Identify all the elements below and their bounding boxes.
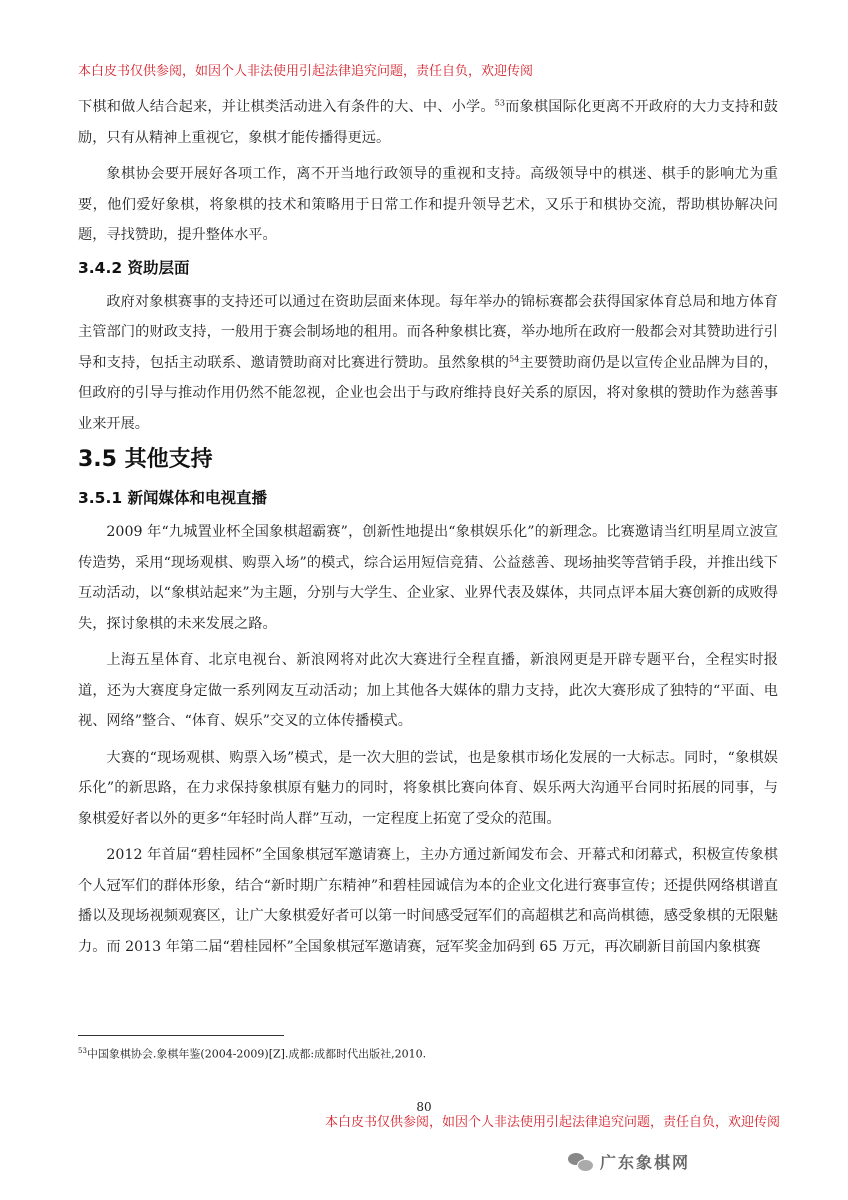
footer-disclaimer: 本白皮书仅供参阅，如因个人非法使用引起法律追究问题，责任自负，欢迎传阅: [324, 1115, 780, 1130]
paragraph-3-part-b: 主要赞助商仍是以宣传企业品牌为目的，但政府的引导与推动作用仍然不能忽视，企业也会出于与政府维持良好关系的原因，将对象棋的赞助作为慈善事业来开展。: [78, 354, 778, 432]
wechat-icon: [568, 1151, 594, 1173]
paragraph-3-part-a: 政府对象棋赛事的支持还可以通过在资助层面来体现。每年举办的锦标赛都会获得国家体育总局和地方体育主管部门的财政支持，一般用于赛会制场地的租用。而各种象棋比赛，举办地所在政府一般都会对其赞助进行引导和支持，包括主动联系、邀请赞助商对比赛进行赞助。虽然象棋的: [78, 293, 778, 371]
footnote-text: 中国象棋协会.象棋年鉴(2004-2009)[Z].成都:成都时代出版社,2010.: [86, 1047, 427, 1061]
footnote-ref-53: 53: [494, 98, 505, 108]
paragraph-6: 大赛的“现场观棋、购票入场”模式，是一次大胆的尝试，也是象棋市场化发展的一大标志。同时，“象棋娱乐化”的新思路，在力求保持象棋原有魅力的同时，将象棋比赛向体育、娱乐两大沟通平台同时拓展的同事，与象棋爱好者以外的更多“年轻时尚人群”互动，一定程度上拓宽了受众的范围。: [78, 749, 778, 827]
page-number: 80: [416, 1100, 432, 1114]
body-text: [78, 92, 778, 968]
footnote-53: [78, 1044, 426, 1062]
footnote-number: 53: [78, 1047, 87, 1055]
paragraph-2: 象棋协会要开展好各项工作，离不开当地行政领导的重视和支持。高级领导中的棋迷、棋手的影响尤为重要，他们爱好象棋，将象棋的技术和策略用于日常工作和提升领导艺术，又乐于和棋协交流，帮助棋协解决问题，寻找赞助，提升整体水平。: [78, 166, 778, 243]
watermark: [568, 1150, 690, 1173]
footnote-divider: [78, 1035, 284, 1036]
header-disclaimer: 本白皮书仅供参阅，如因个人非法使用引起法律追究问题，责任自负，欢迎传阅: [78, 64, 534, 79]
watermark-text: 广东象棋网: [600, 1153, 691, 1172]
paragraph-1-part-a: 下棋和做人结合起来，并让棋类活动进入有条件的大、中、小学。: [78, 99, 495, 115]
footnote-ref-54: 54: [509, 353, 520, 363]
heading-3-4-2: 3.4.2 资助层面: [78, 258, 190, 277]
paragraph-1: [78, 92, 778, 153]
heading-3-5-1: 3.5.1 新闻媒体和电视直播: [78, 489, 268, 507]
paragraph-5: 上海五星体育、北京电视台、新浪网将对此次大赛进行全程直播，新浪网更是开辟专题平台，全程实时报道，还为大赛度身定做一系列网友互动活动；加上其他各大媒体的鼎力支持，此次大赛形成了独特的“平面、电视、网络”整合、“体育、娱乐”交叉的立体传播模式。: [78, 652, 778, 729]
paragraph-4: 2009 年“九城置业杯全国象棋超霸赛”，创新性地提出“象棋娱乐化”的新理念。比赛邀请当红明星周立波宣传造势，采用“现场观棋、购票入场”的模式，综合运用短信竞猜、公益慈善、现场抽奖等营销手段，并推出线下互动活动，以“象棋站起来”为主题，分别与大学生、企业家、业界代表及媒体，共同点评本届大赛创新的成败得失，探讨象棋的未来发展之路。: [78, 524, 778, 632]
heading-3-5: 3.5 其他支持: [78, 447, 213, 472]
paragraph-3: [78, 287, 778, 440]
paragraph-1-part-b: 而象棋国际化更离不开政府的大力支持和鼓励，只有从精神上重视它，象棋才能传播得更远。: [78, 99, 778, 146]
paragraph-7: 2012 年首届“碧桂园杯”全国象棋冠军邀请赛上，主办方通过新闻发布会、开幕式和闭幕式，积极宣传象棋个人冠军们的群体形象，结合“新时期广东精神”和碧桂园诚信为本的企业文化进行赛事宣传；还提供网络棋谱直播以及现场视频观赛区，让广大象棋爱好者可以第一时间感受冠军们的高超棋艺和高尚棋德，感受象棋的无限魅力。而 2013 年第二届“碧桂园杯”全国象棋冠军邀请赛，冠军奖金加码到 65 万元，再次刷新目前国内象棋赛: [78, 847, 778, 955]
